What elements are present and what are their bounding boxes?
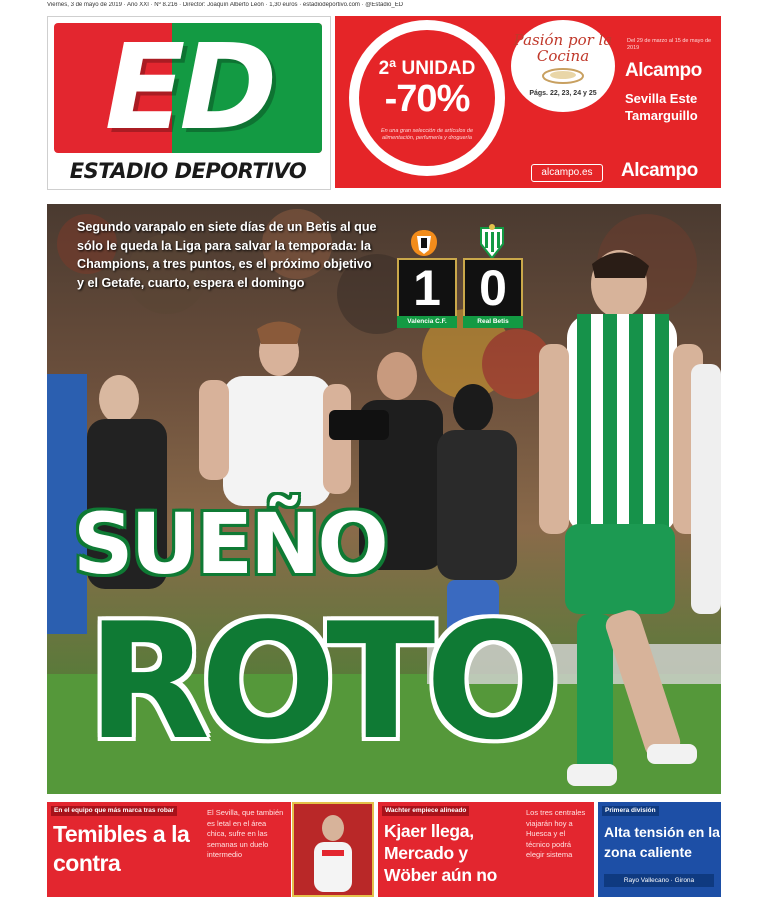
alcampo-ad[interactable] [335, 16, 721, 188]
ad-brand: Alcampo [625, 60, 702, 81]
ad-offer-line2: -70% [384, 78, 470, 120]
teaser-betis-kicker: Wachter empiece alineado [382, 806, 469, 816]
teaser-primera-title: Alta tensión en la zona caliente [604, 824, 720, 860]
masthead-subtitle: ESTADIO DEPORTIVO [69, 159, 307, 183]
ad-cocina-dates: Págs. 22, 23, 24 y 25 [529, 90, 597, 97]
teaser-player-photo [292, 802, 374, 897]
headline-line1: SUEÑO [73, 495, 386, 593]
home-score: 1 [397, 258, 457, 318]
ad-brand-bottom: Alcampo [621, 160, 698, 181]
away-team-label: Real Betis [463, 316, 523, 328]
teaser-sevilla[interactable] [47, 802, 203, 897]
ad-offer-badge [349, 20, 505, 176]
betis-crest-icon [477, 224, 507, 258]
teaser-sevilla-title: Temibles a la contra [53, 821, 190, 876]
top-info-line: Viernes, 3 de mayo de 2019 · Año XXI · Nº 8.216 · Director: Joaquín Alberto León · 1,30 euros · estadiodeportivo.com · @Estadio_ED [47, 2, 404, 8]
ad-store: Sevilla Este Tamarguillo [625, 91, 698, 123]
ad-cocina-title: Pasión por la Cocina [513, 31, 613, 65]
teaser-primera[interactable] [598, 802, 721, 897]
ad-dates: Del 29 de marzo al 15 de mayo de 2019 [627, 38, 712, 51]
teaser-betis-body-box [522, 802, 594, 897]
player-photo-icon [294, 804, 372, 895]
teaser-primera-footer: Rayo Vallecano · Girona [604, 874, 714, 887]
logo [54, 18, 322, 156]
teaser-betis-body: Los tres centrales viajarán hoy a Huesca y el técnico podrá elegir sistema [526, 808, 586, 859]
cover-photo [47, 204, 721, 794]
headline-line2: ROTO [87, 588, 552, 775]
teaser-sevilla-body-box [203, 802, 291, 897]
home-team-label: Valencia C.F. [397, 316, 457, 328]
teaser-sevilla-body: El Sevilla, que también es letal en el área chica, sufre en las semanas un duelo intermedio [207, 808, 284, 859]
teaser-sevilla-kicker: En el equipo que más marca tras robar [51, 806, 177, 816]
ad-fine-print: En una gran selección de artículos de alimentación, perfumería y droguería [380, 128, 474, 141]
ad-offer-line1: 2ª UNIDAD [378, 58, 476, 79]
teaser-betis[interactable] [378, 802, 522, 897]
ad-url[interactable]: alcampo.es [531, 164, 603, 182]
cover-summary: Segundo varapalo en siete días de un Betis al que sólo le queda la Liga para salvar la temporada: la Champions, a tres puntos, es el próximo objetivo y el Getafe, cuarto, espera el domingo [77, 220, 377, 290]
teaser-betis-title: Kjaer llega, Mercado y Wöber aún no [384, 821, 498, 885]
ad-offer-inner [359, 30, 495, 166]
masthead [47, 16, 331, 190]
logo-letters: ED [104, 18, 272, 156]
away-score: 0 [463, 258, 523, 318]
pan-icon [541, 66, 585, 86]
ad-cocina-badge [511, 20, 615, 112]
valencia-crest-icon [409, 228, 439, 258]
teaser-primera-kicker: Primera división [602, 806, 659, 816]
